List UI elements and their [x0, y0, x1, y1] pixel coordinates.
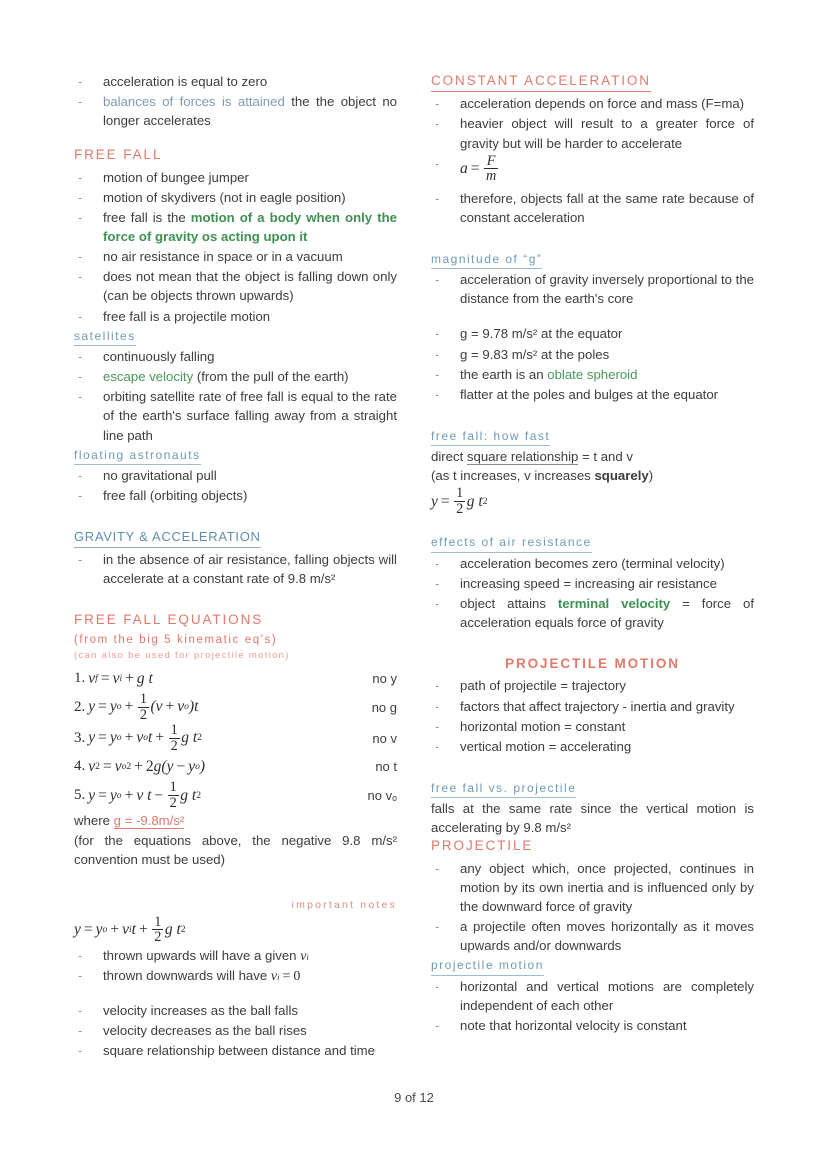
section-heading-satellites: satellites: [74, 328, 136, 346]
text-c: = t and v: [578, 449, 633, 465]
list-item-text: does not mean that the object is falling down only (can be objects thrown upwards): [103, 269, 397, 304]
list-item: [431, 574, 754, 593]
list-item-text: g = 9.78 m/s² at the equator: [460, 326, 623, 342]
section-heading-air-resistance: effects of air resistance: [431, 534, 592, 552]
where-prefix: where: [74, 813, 114, 829]
list-item-text: factors that affect trajectory - inertia and gravity: [460, 698, 735, 714]
list-item-text: object attains: [460, 595, 558, 611]
list-item-text: motion of skydivers (not in eagle position): [103, 189, 346, 205]
list-item: [74, 208, 397, 246]
list-item: [74, 1001, 397, 1020]
list-item: [431, 917, 754, 955]
equation-math-y-half-gt2: y = $\frac{1}{2}$ g t 2: [431, 485, 488, 517]
equation-math-4: v 2 = v o 2 + 2 g(y − y o ): [88, 758, 206, 776]
floating-astronauts-list: [74, 466, 397, 505]
list-item: [74, 946, 397, 965]
equation-math-5: y = y o + v t − $\frac{1}{2}$ g t 2: [88, 779, 201, 811]
section-heading-free-fall: FREE FALL: [74, 147, 163, 163]
equation-row: [74, 666, 397, 691]
highlight-text: motion of a body when only the force of gravity os acting upon it: [103, 209, 397, 245]
list-item: [74, 486, 397, 505]
where-line: [74, 811, 397, 830]
list-item: [74, 307, 397, 326]
free-fall-equations-subheading: (from the big 5 kinematic eq's): [74, 634, 278, 647]
list-item-text: horizontal motion = constant: [460, 718, 626, 734]
list-item: [431, 594, 754, 632]
list-item-text: heavier object will result to a greater force of gravity but will be harder to accelerate: [460, 116, 754, 151]
section-heading-projectile-motion-title: PROJECTILE MOTION: [505, 656, 680, 672]
spacer: [431, 309, 754, 324]
section-heading-free-fall-vs-projectile: free fall vs. projectile: [431, 780, 576, 798]
equation-number: 4.: [74, 758, 86, 775]
list-item-text: velocity decreases as the ball rises: [103, 1023, 307, 1039]
list-item: [431, 676, 754, 695]
list-item: [74, 550, 397, 588]
list-item: [74, 72, 397, 91]
equation-tag: no v: [372, 730, 397, 746]
list-item: [74, 466, 397, 485]
equation-number: 3.: [74, 729, 86, 746]
equation-row: [74, 915, 397, 945]
list-item: [431, 859, 754, 916]
list-item-text: free fall (orbiting objects): [103, 487, 248, 503]
spacer: [74, 589, 397, 611]
list-item-text: acceleration of gravity inversely proportional to the distance from the earth's core: [460, 272, 754, 307]
spacer: [74, 131, 397, 146]
constant-acceleration-list: [431, 94, 754, 227]
list-item-text: therefore, objects fall at the same rate because of constant acceleration: [460, 190, 754, 225]
equation-expression: [74, 670, 153, 687]
spacer: [431, 405, 754, 427]
equations-note: (for the equations above, the negative 9.8 m/s² convention must be used): [74, 832, 397, 867]
list-item-text: path of projectile = trajectory: [460, 678, 627, 694]
left-column: [74, 72, 397, 1062]
equation-number: 5.: [74, 786, 86, 803]
list-item-text: vertical motion = accelerating: [460, 738, 632, 754]
list-item-text: thrown upwards will have a given: [103, 947, 301, 963]
projectile-motion-title-list: [431, 676, 754, 756]
list-item-text: continuously falling: [103, 348, 215, 364]
highlight-text: escape velocity: [103, 369, 194, 385]
how-fast-line-2: [431, 466, 754, 485]
equation-math-1: v f = v i + g t: [88, 669, 153, 687]
list-item-text: flatter at the poles and bulges at the equator: [460, 386, 719, 402]
text-a: (as t increases, v increases: [431, 468, 595, 484]
list-item: [74, 267, 397, 305]
underlined-term: square relationship: [466, 449, 579, 465]
section-heading-projectile: PROJECTILE: [431, 838, 534, 854]
section-heading-important-notes: important notes: [291, 898, 397, 911]
equation-row: [431, 485, 754, 517]
list-item-text: in the absence of air resistance, falling objects will accelerate at a constant rate of 9.8 m/s²: [103, 551, 397, 586]
magnitude-of-g-list-b: [431, 324, 754, 404]
list-item-text: velocity increases as the ball falls: [103, 1003, 298, 1019]
highlight-text: terminal velocity: [557, 595, 671, 611]
projectile-list: [431, 859, 754, 956]
list-item: [74, 188, 397, 207]
equation-number: 2.: [74, 698, 86, 715]
list-item-text: the earth is an: [460, 366, 548, 382]
list-item-text: thrown downwards will have: [103, 968, 271, 984]
free-fall-equations-subheading-2: (can also be used for projectile motion): [74, 649, 290, 661]
list-item: [431, 189, 754, 227]
list-item-text: free fall is the: [103, 209, 191, 225]
spacer: [74, 986, 397, 1001]
list-item: [431, 977, 754, 1015]
section-heading-free-fall-equations: FREE FALL EQUATIONS: [74, 611, 264, 627]
equation-number: 1.: [74, 670, 86, 687]
where-value: g = -9.8m/s²: [113, 813, 185, 829]
important-notes-list-a: [74, 946, 397, 985]
list-item-text: g = 9.83 m/s² at the poles: [460, 346, 610, 362]
list-item: [74, 92, 397, 130]
section-heading-floating-astronauts: floating astronauts: [74, 447, 201, 465]
list-item-text: free fall is a projectile motion: [103, 308, 271, 324]
list-item-text: square relationship between distance and time: [103, 1043, 375, 1059]
section-heading-projectile-motion: projectile motion: [431, 957, 544, 975]
important-notes-list-b: [74, 1001, 397, 1060]
free-fall-list: [74, 168, 397, 326]
equation-math-important: y = y o + v i t + $\frac{1}{2}$ g t 2: [74, 913, 186, 946]
spacer: [431, 757, 754, 779]
intro-list: [74, 72, 397, 130]
bold-term: squarely: [594, 468, 649, 484]
list-item: [431, 717, 754, 736]
free-fall-vs-projectile-text: falls at the same rate since the vertical motion is accelerating by 9.8 m/s²: [431, 801, 754, 836]
text-c: ): [648, 468, 654, 484]
magnitude-of-g-list-a: [431, 270, 754, 308]
list-item-text: no gravitational pull: [103, 467, 217, 483]
list-item: [431, 737, 754, 756]
text-a: direct: [431, 449, 467, 465]
list-item-text: orbiting satellite rate of free fall is equal to the rate of the earth's surface falling away from a straight line path: [103, 389, 397, 443]
equation-tag: no vₒ: [367, 787, 397, 803]
two-column-layout: [74, 72, 754, 1062]
list-item-text: acceleration depends on force and mass (F=ma): [460, 96, 745, 112]
inline-math-vi: v i: [300, 948, 309, 964]
satellites-list: [74, 347, 397, 445]
equation-row: [74, 723, 397, 753]
spacer: [74, 869, 397, 899]
equation-expression: [74, 780, 201, 810]
list-item: [74, 247, 397, 266]
list-item: [431, 94, 754, 113]
list-item: [431, 554, 754, 573]
list-item: [74, 387, 397, 444]
list-item-text: acceleration is equal to zero: [103, 74, 268, 89]
list-item: [431, 270, 754, 308]
highlight-text: oblate spheroid: [547, 366, 638, 382]
list-item: [431, 345, 754, 364]
list-item: [74, 966, 397, 985]
equation-expression: [74, 723, 202, 753]
section-heading-free-fall-how-fast: free fall: how fast: [431, 428, 550, 446]
list-item-text: any object which, once projected, continues in motion by its own inertia and is influenced only by the downward force of gravity: [460, 860, 754, 914]
list-item-text: the the object no longer accelerates: [103, 94, 397, 129]
list-item-text: note that horizontal velocity is constant: [460, 1017, 687, 1033]
equation-math-2: y = y o + $\frac{1}{2}$ (v + v o )t: [88, 691, 199, 723]
spacer: [431, 518, 754, 533]
equation-row: [74, 780, 397, 810]
list-item: [74, 347, 397, 366]
equation-expression: [431, 486, 488, 516]
list-item: [431, 154, 754, 188]
list-item: [431, 114, 754, 152]
list-item-text: horizontal and vertical motions are completely independent of each other: [460, 978, 754, 1013]
section-heading-gravity-acceleration: GRAVITY & ACCELERATION: [74, 528, 261, 548]
how-fast-line-1: [431, 447, 754, 466]
page-footer: 9 of 12: [394, 1090, 434, 1105]
equation-row: [74, 754, 397, 779]
list-item-text: acceleration becomes zero (terminal velocity): [460, 555, 725, 571]
list-item-text-2: = force of acceleration equals force of gravity: [460, 595, 755, 631]
gravity-acceleration-list: [74, 550, 397, 588]
list-item: [431, 365, 754, 384]
list-item: [74, 1041, 397, 1060]
equation-expression: [74, 692, 198, 722]
equation-tag: no g: [371, 699, 397, 715]
equation-math-3: y = y o + v o t + $\frac{1}{2}$ g t 2: [88, 722, 202, 754]
list-item: [431, 1016, 754, 1035]
list-item: [431, 324, 754, 343]
section-heading-magnitude-of-g: magnitude of “g”: [431, 251, 542, 269]
spacer: [74, 506, 397, 528]
list-item-text: (from the pull of the earth): [193, 369, 349, 385]
list-item: [431, 385, 754, 404]
list-item: [431, 697, 754, 716]
equation-row: [74, 692, 397, 722]
equation-tag: no y: [372, 671, 397, 687]
list-item-text: motion of bungee jumper: [103, 169, 249, 185]
air-resistance-list: [431, 554, 754, 633]
list-item-text: no air resistance in space or in a vacuum: [103, 249, 343, 265]
spacer: [431, 633, 754, 655]
right-column: [431, 72, 754, 1062]
list-item: [74, 367, 397, 386]
list-item: [74, 168, 397, 187]
highlight-text: balances of forces is attained: [103, 94, 285, 110]
equation-tag: no t: [375, 759, 397, 775]
equation-expression: [74, 915, 186, 945]
projectile-motion-list: [431, 977, 754, 1035]
inline-math-vi-zero: v i = 0: [270, 969, 301, 985]
section-heading-constant-acceleration: CONSTANT ACCELERATION: [431, 72, 651, 92]
equation-expression: [74, 758, 205, 775]
list-item-text: increasing speed = increasing air resistance: [460, 575, 717, 591]
list-item: [74, 1021, 397, 1040]
list-item-text: a projectile often moves horizontally as it moves upwards and/or downwards: [460, 919, 754, 954]
equation-math-a-f-over-m: a = $\frac{F}{m}$: [460, 152, 497, 185]
spacer: [431, 228, 754, 250]
